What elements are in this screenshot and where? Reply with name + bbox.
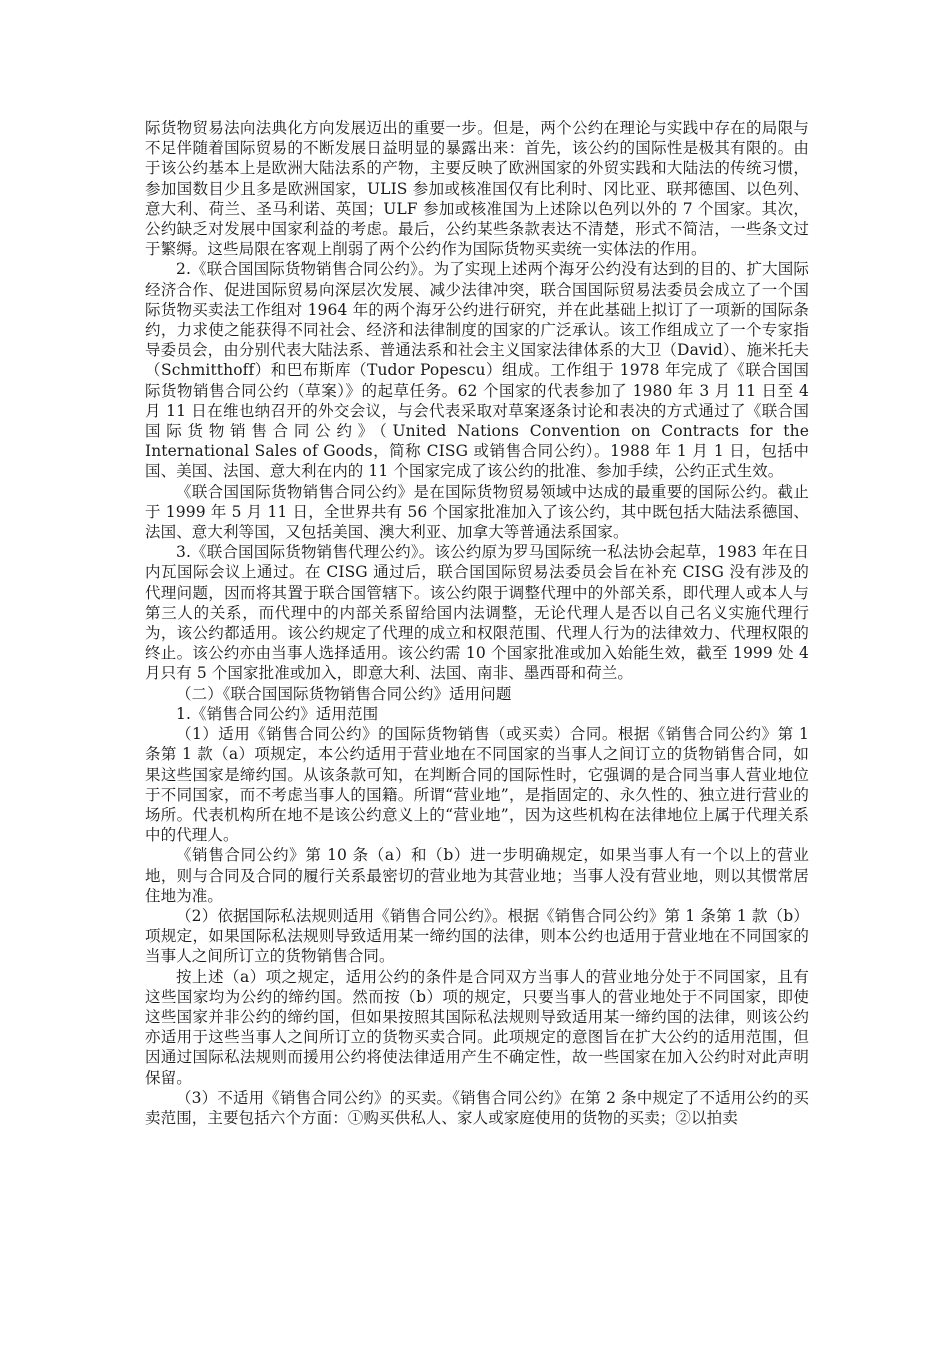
document-body [145,118,809,1128]
paragraph-4: 3.《联合国国际货物销售代理公约》。该公约原为罗马国际统一私法协会起草，1983 年在日内瓦国际会议上通过。在 CISG 通过后，联合国国际贸易法委员会旨在补充 CISG 没有涉及的代理问题，因而将其置于联合国管辖下。该公约限于调整代理中的外部关系，即代理人或本人与第三人的关系，而代理中的内部关系留给国内法调整，无论代理人是否以自己名义实施代理行为，该公约都适用。该公约规定了代理的成立和权限范围、代理人行为的法律效力、代理权限的终止。该公约亦由当事人选择适用。该公约需 10 个国家批准或加入始能生效，截至 1999 处 4 月只有 5 个国家批准或加入，即意大利、法国、南非、墨西哥和荷兰。 [145,543,809,683]
subsection-heading: 1.《销售合同公约》适用范围 [176,704,379,723]
paragraph-2: 2.《联合国国际货物销售合同公约》。为了实现上述两个海牙公约没有达到的目的、扩大国际经济合作、促进国际贸易向深层次发展、减少法律冲突，联合国国际贸易法委员会成立了一个国际货物买卖法工作组对 1964 年的两个海牙公约进行研究，并在此基础上拟订了一项新的国际条约，力求使之能获得不同社会、经济和法律制度的国家的广泛承认。该工作组成立了一个专家指导委员会，由分别代表大陆法系、普通法系和社会主义国家法律体系的大卫（David）、施米托夫（Schmitthoff）和巴布斯库（Tudor Popescu）组成。工作组于 1978 年完成了《联合国国际货物销售合同公约（草案）》的起草任务。62 个国家的代表参加了 1980 年 3 月 11 日至 4 月 11 日在维也纳召开的外交会议，与会代表采取对草案逐条讨论和表决的方式通过了《联合国国际货物销售合同公约》（United Nations Convention on Contracts for the International Sales of Goods，简称 CISG 或销售合同公约）。1988 年 1 月 1 日，包括中国、美国、法国、意大利在内的 11 个国家完成了该公约的批准、参加手续，公约正式生效。 [145,260,809,481]
paragraph-10: 按上述（a）项之规定，适用公约的条件是合同双方当事人的营业地分处于不同国家，且有这些国家均为公约的缔约国。然而按（b）项的规定，只要当事人的营业地处于不同国家，即使这些国家并非公约的缔约国，但如果按照其国际私法规则导致适用某一缔约国的法律，则该公约亦适用于这些当事人之间所订立的货物买卖合同。此项规定的意图旨在扩大公约的适用范围，但因通过国际私法规则而援用公约将使法律适用产生不确定性，故一些国家在加入公约时对此声明保留。 [145,967,809,1087]
paragraph-3: 《联合国国际货物销售合同公约》是在国际货物贸易领域中达成的最重要的国际公约。截止于 1999 年 5 月 11 日，全世界共有 56 个国家批准加入了该公约，其中既包括大陆法系德国、法国、意大利等国，又包括美国、澳大利亚、加拿大等普通法系国家。 [145,482,809,542]
paragraph-7: （1）适用《销售合同公约》的国际货物销售（或买卖）合同。根据《销售合同公约》第 1 条第 1 款（a）项规定，本公约适用于营业地在不同国家的当事人之间订立的货物销售合同，如果这些国家是缔约国。从该条款可知，在判断合同的国际性时，它强调的是合同当事人营业地位于不同国家，而不考虑当事人的国籍。所谓“营业地”，是指固定的、永久性的、独立进行营业的场所。代表机构所在地不是该公约意义上的“营业地”，因为这些机构在法律地位上属于代理关系中的代理人。 [145,725,809,845]
paragraph-8: 《销售合同公约》第 10 条（a）和（b）进一步明确规定，如果当事人有一个以上的营业地，则与合同及合同的履行关系最密切的营业地为其营业地；当事人没有营业地，则以其惯常居住地为准。 [145,846,809,905]
paragraph-9: （2）依据国际私法规则适用《销售合同公约》。根据《销售合同公约》第 1 条第 1 款（b）项规定，如果国际私法规则导致适用某一缔约国的法律，则本公约也适用于营业地在不同国家的当事人之间所订立的货物销售合同。 [145,906,809,966]
section-heading: （二）《联合国国际货物销售合同公约》适用问题 [176,684,512,703]
paragraph-11: （3）不适用《销售合同公约》的买卖。《销售合同公约》在第 2 条中规定了不适用公约的买卖范围，主要包括六个方面：①购买供私人、家人或家庭使用的货物的买卖；②以拍卖 [145,1088,809,1127]
paragraph-1: 际货物贸易法向法典化方向发展迈出的重要一步。但是，两个公约在理论与实践中存在的局限与不足伴随着国际贸易的不断发展日益明显的暴露出来：首先，该公约的国际性是极其有限的。由于该公约基本上是欧洲大陆法系的产物，主要反映了欧洲国家的外贸实践和大陆法的传统习惯，参加国数目少且多是欧洲国家，ULIS 参加或核准国仅有比利时、冈比亚、联邦德国、以色列、意大利、荷兰、圣马利诺、英国；ULF 参加或核准国为上述除以色列以外的 7 个国家。其次，公约缺乏对发展中国家利益的考虑。最后，公约某些条款表达不清楚，形式不简洁，一些条文过于繁缛。这些局限在客观上削弱了两个公约作为国际货物买卖统一实体法的作用。 [145,119,809,259]
